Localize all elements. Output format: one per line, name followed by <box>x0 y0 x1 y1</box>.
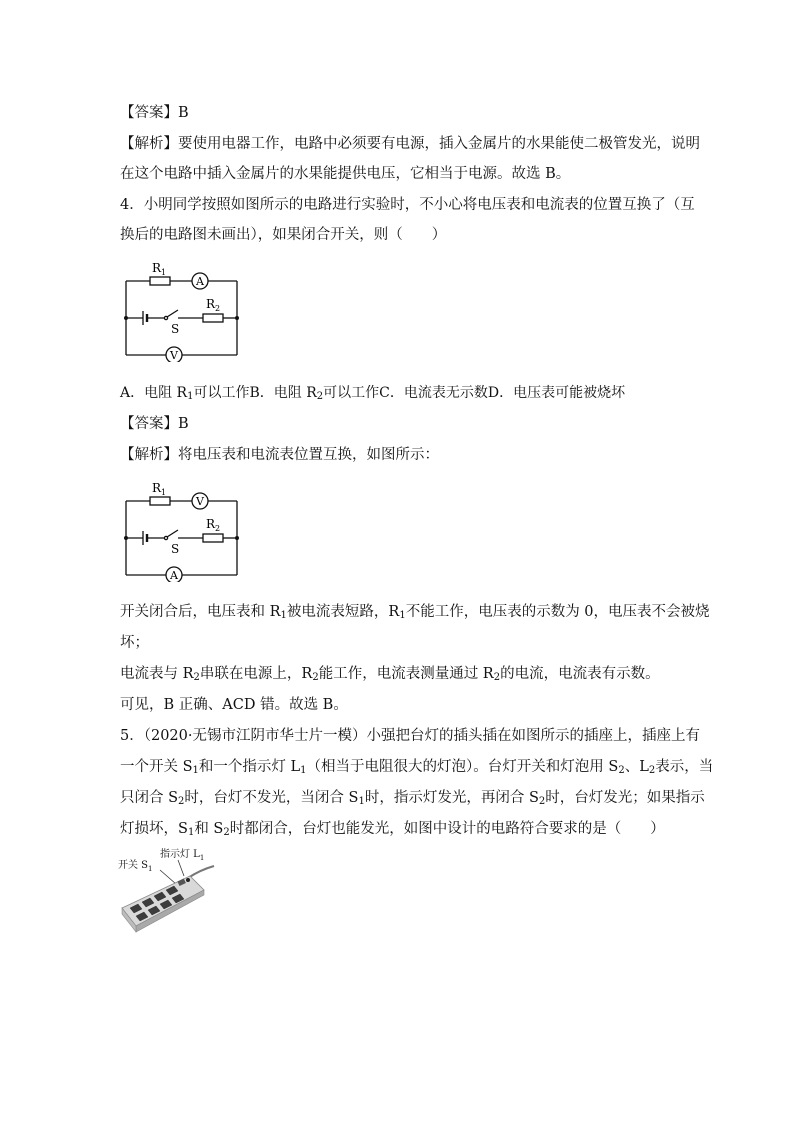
label-r1: $R_1$ <box>152 481 167 497</box>
label-meter-bottom: A <box>170 569 178 582</box>
switch-blade <box>167 530 178 537</box>
question-5-line-1: 5．（2020·无锡市江阴市华士片一模）小强把台灯的插头插在如图所示的插座上，插座上有 <box>120 728 700 744</box>
question-4-line-2: 换后的电路图未画出），如果闭合开关，则（ ） <box>120 227 447 243</box>
label-switch-s1: 开关 $S_1$ <box>118 860 153 873</box>
explanation-line-1: 开关闭合后，电压表和 $R_1$被电流表短路，$R_1$不能工作，电压表的示数为 0，电压表不会被烧 <box>120 604 710 621</box>
analysis-label: 【解析】 <box>120 447 178 463</box>
option-c[interactable]: C．电流表无示数 <box>379 385 488 401</box>
analysis-text: 将电压表和电流表位置互换，如图所示： <box>178 447 439 463</box>
explanation-line-3: 电流表与 $R_2$串联在电源上，$R_2$能工作，电流表测量通过 $R_2$的电流，电流表有示数。 <box>120 666 660 683</box>
question-5-line-2: 一个开关 $S_1$和一个指示灯 $L_1$（相当于电阻很大的灯泡）。台灯开关和灯泡用 $S_2$、$L_2$表示，当 <box>120 759 714 776</box>
answer-line-2 <box>120 414 680 434</box>
label-r2: $R_2$ <box>206 297 221 313</box>
analysis-label: 【解析】 <box>120 136 178 152</box>
label-indicator-l1: 指示灯 $L_1$ <box>160 849 205 862</box>
switch-blade <box>167 310 178 317</box>
option-b[interactable]: B．电阻 $R_2$可以工作 <box>249 385 380 402</box>
option-d[interactable]: D．电压表可能被烧坏 <box>487 385 626 401</box>
question-5-line-4: 灯损坏，$S_1$和 $S_2$时都闭合，台灯也能发光，如图中设计的电路符合要求的是（ ） <box>120 821 665 838</box>
label-meter-top: A <box>196 275 204 288</box>
resistor-r1 <box>150 277 170 285</box>
label-r2: $R_2$ <box>206 517 221 533</box>
answer-label: 【答案】 <box>120 105 178 121</box>
analysis-line-2: 在这个电路中插入金属片的水果能提供电压，它相当于电源。故选 B。 <box>120 166 571 182</box>
label-switch: S <box>171 542 180 556</box>
circuit-diagram-swapped <box>118 476 248 582</box>
strip-indicator-lamp <box>186 878 190 882</box>
label-meter-bottom: V <box>170 349 178 362</box>
resistor-r2 <box>203 314 223 322</box>
answer-value: B <box>178 416 189 432</box>
label-meter-top: V <box>196 495 204 508</box>
power-strip-figure <box>118 848 218 940</box>
analysis-line-3 <box>120 445 680 465</box>
question-4-line-1: 4．小明同学按照如图所示的电路进行实验时，不小心将电压表和电流表的位置互换了（互 <box>120 197 695 213</box>
explanation-conclusion: 可见，B 正确、ACD 错。故选 B。 <box>120 697 348 713</box>
resistor-r2 <box>203 534 223 542</box>
answer-line-1 <box>120 103 680 123</box>
explanation-line-2: 坏； <box>120 635 149 651</box>
label-switch: S <box>171 322 180 336</box>
analysis-text: 要使用电器工作，电路中必须要有电源，插入金属片的水果能使二极管发光，说明 <box>178 136 700 152</box>
analysis-line-1 <box>120 134 700 154</box>
answer-value: B <box>178 105 189 121</box>
question-4-options <box>120 383 680 407</box>
resistor-r1 <box>150 497 170 505</box>
option-a[interactable]: A．电阻 $R_1$可以工作 <box>120 385 250 402</box>
question-5-line-3: 只闭合 $S_2$时，台灯不发光，当闭合 $S_1$时，指示灯发光，再闭合 $S_2$时，台灯发光；如果指示 <box>120 790 705 807</box>
circuit-diagram-original <box>118 256 248 362</box>
label-r1: $R_1$ <box>152 261 167 277</box>
answer-label: 【答案】 <box>120 416 178 432</box>
power-strip-body <box>122 876 204 932</box>
